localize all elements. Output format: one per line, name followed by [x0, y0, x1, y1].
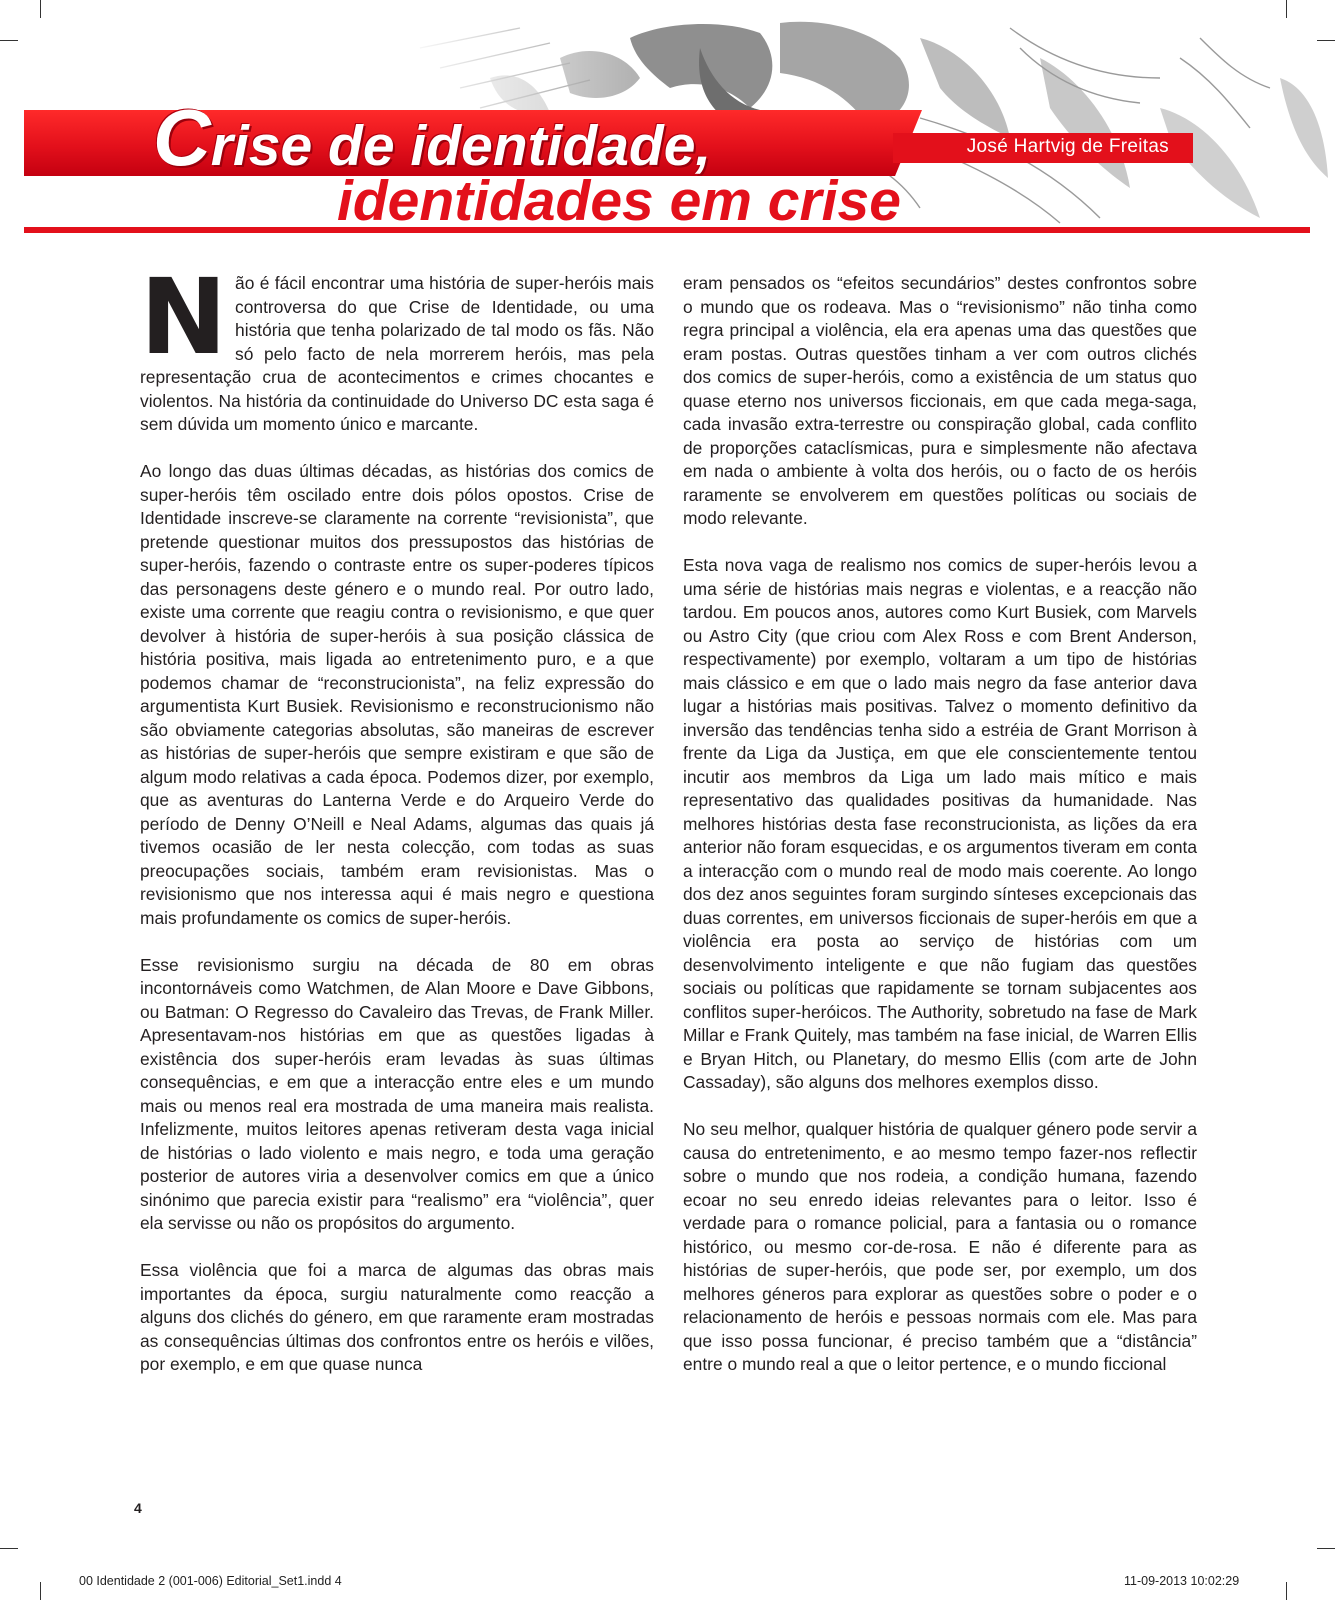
print-slug-file: 00 Identidade 2 (001-006) Editorial_Set1.indd 4: [79, 1574, 342, 1588]
title-line-2: identidades em crise: [337, 169, 901, 233]
author-name: José Hartvig de Freitas: [966, 136, 1169, 157]
crop-mark: [0, 40, 18, 41]
crop-mark: [0, 1548, 18, 1549]
crop-mark: [1286, 1582, 1287, 1600]
crop-mark: [1286, 0, 1287, 18]
body-paragraph: eram pensados os “efeitos secundários” destes confrontos sobre o mundo que os rodeava. Mas o “revisionismo” não tinha como regra principal a violência, ela era apenas uma das questões que eram postas. Outras questões tinham a ver com outros clichés dos comics de super-heróis, como a existência de um status quo quase eterno nos universos ficcionais, em que cada mega-saga, cada invasão extra-terrestre ou conspiração global, cada conflito de proporções cataclísmicas, pura e simplesmente não afectava em nada o ambiente à volta dos heróis, ou o facto de os heróis raramente se envolverem em questões políticas ou sociais de modo relevante.: [683, 273, 1197, 528]
body-paragraph: Esse revisionismo surgiu na década de 80 em obras incontornáveis como Watchmen, de Alan Moore e Dave Gibbons, ou Batman: O Regresso do Cavaleiro das Trevas, de Frank Miller. Apresentavam-nos histórias em que as questões ligadas à existência dos super-heróis eram levadas às suas últimas consequências, e em que a interacção entre eles e um mundo mais ou menos real era mostrada de uma maneira mais realista. Infelizmente, muitos leitores apenas retiveram desta vaga inicial de histórias o lado violento e mais negro, e toda uma geração posterior de autores viria a desenvolver comics em que a único sinónimo que parecia existir para “realismo” era “violência”, quer ela servisse ou não os propósitos do argumento.: [140, 954, 654, 1233]
body-paragraph: No seu melhor, qualquer história de qualquer género pode servir a causa do entretenimento, e ao mesmo tempo fazer-nos reflectir sobre o mundo que nos rodeia, a condição humana, fazendo ecoar no seu enredo ideias relevantes para o leitor. Isso é verdade para o romance policial, para a fantasia ou o romance histórico, ou mesmo cor-de-rosa. E não é diferente para as histórias de super-heróis, que pode ser, por exemplo, um dos melhores géneros para explorar as questões sobre o poder e o relacionamento de heróis e pessoas normais com ele. Mas para que isso possa funcionar, é preciso também que a “distância” entre o mundo real a que o leitor pertence, e o mundo ficcional: [683, 1119, 1197, 1374]
body-paragraph: Esta nova vaga de realismo nos comics de super-heróis levou a uma série de histórias mais negras e violentas, e a reacção não tardou. Em poucos anos, autores como Kurt Busiek, com Marvels ou Astro City (que criou com Alex Ross e com Brent Anderson, respectivamente) por exemplo, voltaram a um tipo de histórias mais clássico e em que o lado mais negro da fase anterior dava lugar a histórias mais positivas. Talvez o momento definitivo da inversão das tendências tenha sido a estréia de Grant Morrison à frente da Liga da Justiça, em que ele conscientemente tentou incutir aos membros da Liga um lado mais mítico e mais representativo das qualidades positivas da humanidade. Nas melhores histórias desta fase reconstrucionista, as lições da era anterior não foram esquecidas, e os argumentos tiveram em conta a interacção com o mundo real de modo mais coerente. Ao longo dos dez anos seguintes foram surgindo sínteses excepcionais das duas correntes, em universos ficcionais de super-heróis em que a violência era posta ao serviço de histórias com um desenvolvimento inteligente e que não fugiam das questões sociais ou políticas que rapidamente se tornam subjacentes aos conflitos super-heróicos. The Authority, sobretudo na fase de Mark Millar e Frank Quitely, mas também na fase inicial, de Warren Ellis e Bryan Hitch, ou Planetary, do mesmo Ellis (com arte de John Cassaday), são alguns dos melhores exemplos disso.: [683, 555, 1197, 1092]
crop-mark: [40, 1582, 41, 1600]
print-slug-date: 11-09-2013 10:02:29: [1124, 1574, 1240, 1588]
column-left: [140, 256, 654, 1400]
crop-mark: [1317, 1548, 1335, 1549]
crop-mark: [40, 0, 41, 18]
intro-text: ão é fácil encontrar uma história de super-heróis mais controversa do que Crise de Identidade, ou uma história que tenha polarizado de tal modo os fãs. Não só pelo facto de nela morrerem heróis, mas pela representação crua de acontecimentos e crimes chocantes e violentos. Na história da continuidade do Universo DC esta saga é sem dúvida um momento único e marcante.: [140, 273, 654, 434]
title-line-1-text: rise de identidade,: [210, 114, 712, 178]
body-paragraph: Ao longo das duas últimas décadas, as histórias dos comics de super-heróis têm oscilado entre dois pólos opostos. Crise de Identidade inscreve-se claramente na corrente “revisionista”, que pretende questionar muitos dos pressupostos das histórias de super-heróis, fazendo o contraste entre os super-poderes típicos das personagens deste género e o mundo real. Por outro lado, existe uma corrente que reagiu contra o revisionismo, e que quer devolver à história de super-heróis à sua posição clássica de história positiva, mais ligada ao entretenimento puro, e a que podemos chamar de “reconstrucionista”, na feliz expressão do argumentista Kurt Busiek. Revisionismo e reconstrucionismo não são obviamente categorias absolutas, são maneiras de escrever as histórias de super-heróis que sempre existiram e que são de algum modo relativas a cada época. Podemos dizer, por exemplo, que as aventuras do Lanterna Verde e do Arqueiro Verde do período de Denny O’Neill e Neal Adams, algumas das quais já tivemos ocasião de ler nesta colecção, com todas as suas preocupações sociais, também eram revisionistas. Mas o revisionismo que nos interessa aqui é mais negro e questiona mais profundamente os comics de super-heróis.: [140, 461, 654, 928]
column-right: [683, 272, 1197, 1400]
intro-paragraph: [140, 256, 654, 437]
drop-cap: N: [140, 256, 228, 378]
page-number: 4: [134, 1500, 142, 1516]
title-initial: C: [153, 93, 211, 182]
body-paragraph: Essa violência que foi a marca de algumas das obras mais importantes da época, surgiu naturalmente como reacção a alguns dos clichés do género, em que raramente eram mostradas as consequências últimas dos confrontos entre os heróis e vilões, por exemplo, e em que quase nunca: [140, 1260, 654, 1374]
